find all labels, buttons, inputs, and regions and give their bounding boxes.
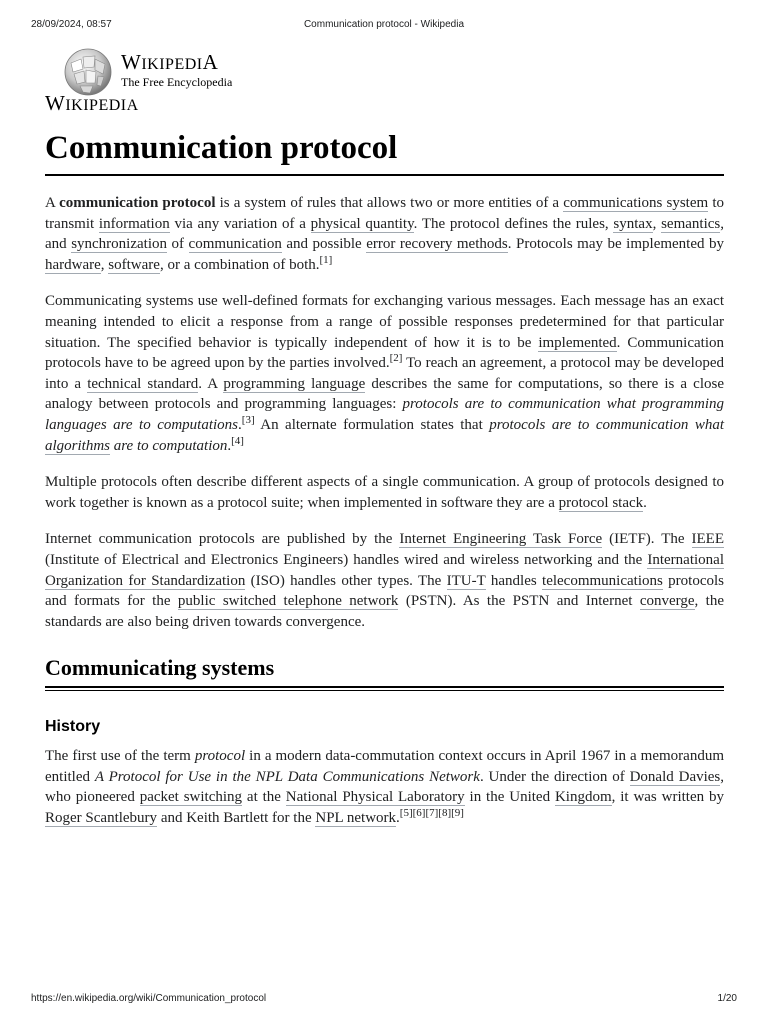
print-page-count: 1/20 [717, 993, 737, 1004]
link-syntax[interactable]: syntax [613, 215, 653, 232]
link-donald-davies[interactable]: Donald Davies [629, 768, 721, 785]
link-pstn[interactable]: public switched telephone network [177, 593, 399, 610]
link-software[interactable]: software [108, 256, 160, 273]
link-communication[interactable]: communication [188, 236, 282, 253]
link-roger-scantlebury[interactable]: Roger Scantlebury [45, 810, 158, 827]
citations-5-9[interactable]: [5][6][7][8][9] [399, 807, 464, 820]
link-converge[interactable]: converge [639, 593, 695, 610]
print-url: https://en.wikipedia.org/wiki/Communication_protocol [31, 993, 267, 1004]
wikipedia-logo[interactable] [63, 45, 263, 97]
citation-4[interactable]: [4] [231, 434, 244, 447]
subsection-heading-history: History [45, 718, 101, 736]
citation-2[interactable]: [2] [389, 352, 403, 365]
link-communications-system[interactable]: communications system [563, 195, 709, 211]
section-heading-communicating-systems: Communicating systems [45, 654, 724, 688]
print-page-title: Communication protocol - Wikipedia [303, 19, 465, 30]
wikipedia-wordmark-secondary: WIKIPEDIA [45, 91, 139, 115]
link-iso[interactable]: International Organization for Standardization [45, 551, 724, 589]
link-protocol-stack[interactable]: protocol stack [558, 494, 644, 511]
link-synchronization[interactable]: synchronization [71, 236, 167, 253]
intro-paragraph-4: Internet communication protocols are published by the Internet Engineering Task Force (IETF). The IEEE (Institute of Electrical and Electronics Engineers) handles wired and wireless networking and the International Organization for Standardization (ISO) handles other types. The ITU-T handles telecommunications protocols and formats for the public switched telephone network (PSTN). As the PSTN and Internet converge, the standards are also being driven towards convergence. [45, 531, 725, 630]
citation-1[interactable]: [1] [319, 253, 333, 266]
link-telecommunications[interactable]: telecommunications [542, 572, 663, 589]
link-semantics[interactable]: semantics [661, 215, 721, 232]
print-footer [31, 993, 737, 1007]
history-paragraph: The first use of the term protocol in a modern data-commutation context occurs in April 1967 in a memorandum entitled A Protocol for Use in the NPL Data Communications Network. Under the direction of Donald Davies, who pioneered packet switching at the National Physical Laboratory in the United Kingdom, it was written by Roger Scantlebury and Keith Bartlett for the NPL network.[5][6][7][8][9] [45, 748, 725, 827]
link-national-physical-laboratory[interactable]: National Physical Laboratory [285, 789, 465, 806]
print-date: 28/09/2024, 08:57 [31, 19, 112, 30]
intro-paragraph-1: A communication protocol is a system of rules that allows two or more entities of a communications system to transmit information via any variation of a physical quantity. The protocol defines the rules, syntax, semantics, and synchronization of communication and possible error recovery methods. Protocols may be implemented by hardware, software, or a combination of both.[1] [45, 195, 725, 273]
link-physical-quantity[interactable]: physical quantity [310, 215, 414, 232]
link-packet-switching[interactable]: packet switching [139, 789, 243, 806]
wikipedia-wordmark: WIKIPEDIA [121, 50, 219, 74]
link-ieee[interactable]: IEEE [691, 531, 724, 548]
link-information[interactable]: information [98, 215, 170, 232]
link-algorithms[interactable]: algorithms [45, 437, 111, 454]
link-error-recovery-methods[interactable]: error recovery methods [366, 236, 508, 253]
page-title: Communication protocol [45, 128, 724, 176]
intro-paragraph-2: Communicating systems use well-defined formats for exchanging various messages. Each message has an exact meaning intended to elicit a response from a range of possible responses predetermined for that particular situation. The specified behavior is typically independent of how it is to be implemented. Communication protocols have to be agreed upon by the parties involved.[2] To reach an agreement, a protocol may be developed into a technical standard. A programming language describes the same for computations, so there is a close analogy between protocols and programming languages: protocols are to communication what programming languages are to computations.[3] An alternate formulation states that protocols are to communication what algorithms are to computation.[4] [45, 293, 725, 454]
link-implemented[interactable]: implemented [538, 334, 617, 351]
citation-3[interactable]: [3] [241, 413, 255, 426]
link-itu-t[interactable]: ITU-T [446, 572, 486, 589]
link-kingdom[interactable]: Kingdom [554, 789, 612, 806]
wikipedia-globe-icon [63, 47, 113, 97]
link-hardware[interactable]: hardware [45, 256, 101, 273]
wikipedia-tagline: The Free Encyclopedia [121, 75, 233, 89]
link-npl-network[interactable]: NPL network [315, 810, 397, 827]
link-programming-language[interactable]: programming language [223, 375, 366, 392]
intro-paragraph-3: Multiple protocols often describe different aspects of a single communication. A group of protocols designed to work together is known as a protocol suite; when implemented in software they are a protocol stack. [45, 474, 724, 511]
link-ietf[interactable]: Internet Engineering Task Force [399, 531, 603, 548]
article-content [45, 193, 724, 845]
print-header [31, 19, 737, 33]
link-technical-standard[interactable]: technical standard [87, 375, 199, 392]
